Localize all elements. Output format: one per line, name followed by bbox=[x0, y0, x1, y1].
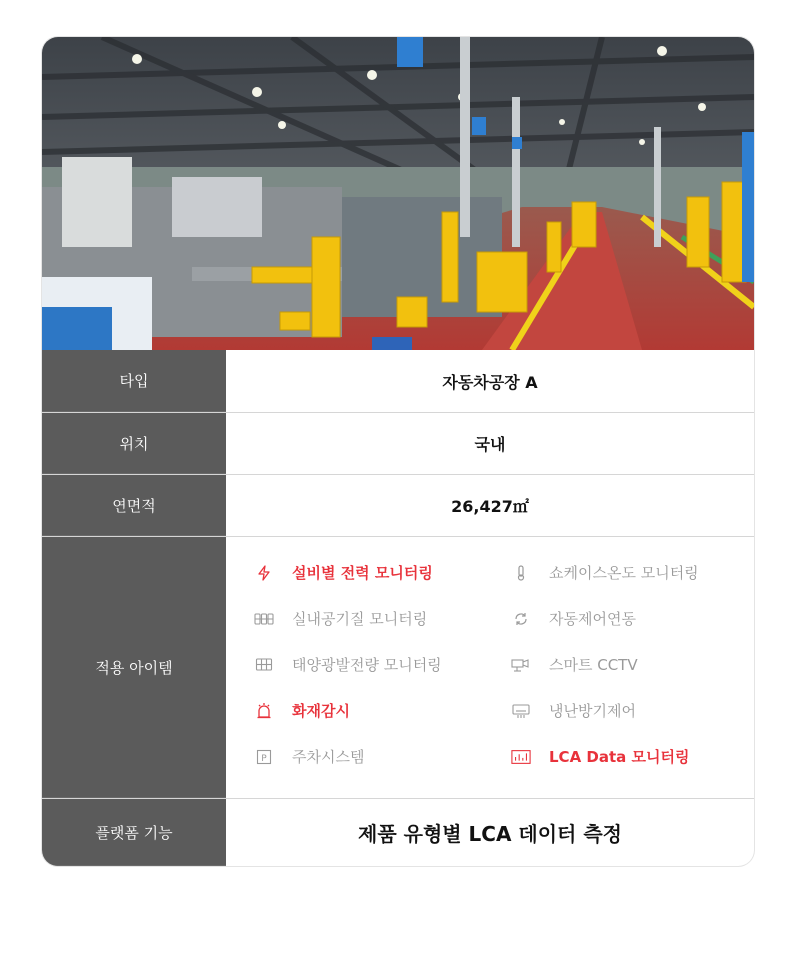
type-value: 자동차공장 A bbox=[442, 372, 538, 392]
applied-items-list bbox=[226, 537, 754, 798]
platform-value: 제품 유형별 LCA 데이터 측정 bbox=[358, 822, 622, 846]
row-platform bbox=[42, 799, 754, 866]
location-label: 위치 bbox=[42, 413, 226, 474]
info-table bbox=[42, 350, 754, 866]
thermometer-icon bbox=[511, 564, 531, 582]
item-label: 설비별 전력 모니터링 bbox=[292, 564, 433, 582]
item-parking bbox=[254, 746, 364, 767]
cctv-icon bbox=[511, 656, 531, 674]
lightning-icon bbox=[254, 564, 274, 582]
air-quality-icon bbox=[254, 610, 274, 628]
svg-text:P: P bbox=[261, 753, 267, 764]
fire-alarm-icon bbox=[254, 702, 274, 720]
platform-label: 플랫폼 기능 bbox=[42, 799, 226, 866]
factory-info-card bbox=[42, 37, 754, 866]
row-location bbox=[42, 413, 754, 475]
items-label: 적용 아이템 bbox=[42, 537, 226, 798]
sync-icon bbox=[511, 610, 531, 628]
air-conditioner-icon bbox=[511, 702, 531, 720]
item-fire-watch bbox=[254, 700, 350, 721]
item-label: 스마트 CCTV bbox=[549, 656, 638, 674]
area-label: 연면적 bbox=[42, 475, 226, 536]
item-label: 주차시스템 bbox=[292, 748, 365, 766]
row-area bbox=[42, 475, 754, 537]
factory-photo bbox=[42, 37, 754, 350]
item-hvac-control bbox=[511, 700, 636, 721]
item-solar bbox=[254, 654, 442, 675]
bar-chart-icon bbox=[511, 748, 531, 766]
item-smart-cctv bbox=[511, 654, 638, 675]
item-air-quality bbox=[254, 608, 427, 629]
item-equipment-power bbox=[254, 562, 433, 583]
item-showcase-temp bbox=[511, 562, 699, 583]
item-label: LCA Data 모니터링 bbox=[549, 748, 690, 766]
item-auto-control bbox=[511, 608, 636, 629]
area-value: 26,427㎡ bbox=[451, 497, 529, 516]
item-label: 태양광발전량 모니터링 bbox=[292, 656, 442, 674]
type-label: 타입 bbox=[42, 350, 226, 412]
item-label: 쇼케이스온도 모니터링 bbox=[549, 564, 699, 582]
item-label: 화재감시 bbox=[292, 702, 350, 720]
row-type bbox=[42, 350, 754, 413]
location-value: 국내 bbox=[474, 435, 506, 454]
item-label: 냉난방기제어 bbox=[549, 702, 636, 720]
item-label: 실내공기질 모니터링 bbox=[292, 610, 428, 628]
item-lca-data bbox=[511, 746, 689, 767]
parking-icon bbox=[254, 748, 274, 766]
row-items bbox=[42, 537, 754, 799]
solar-panel-icon bbox=[254, 656, 274, 674]
item-label: 자동제어연동 bbox=[549, 610, 636, 628]
